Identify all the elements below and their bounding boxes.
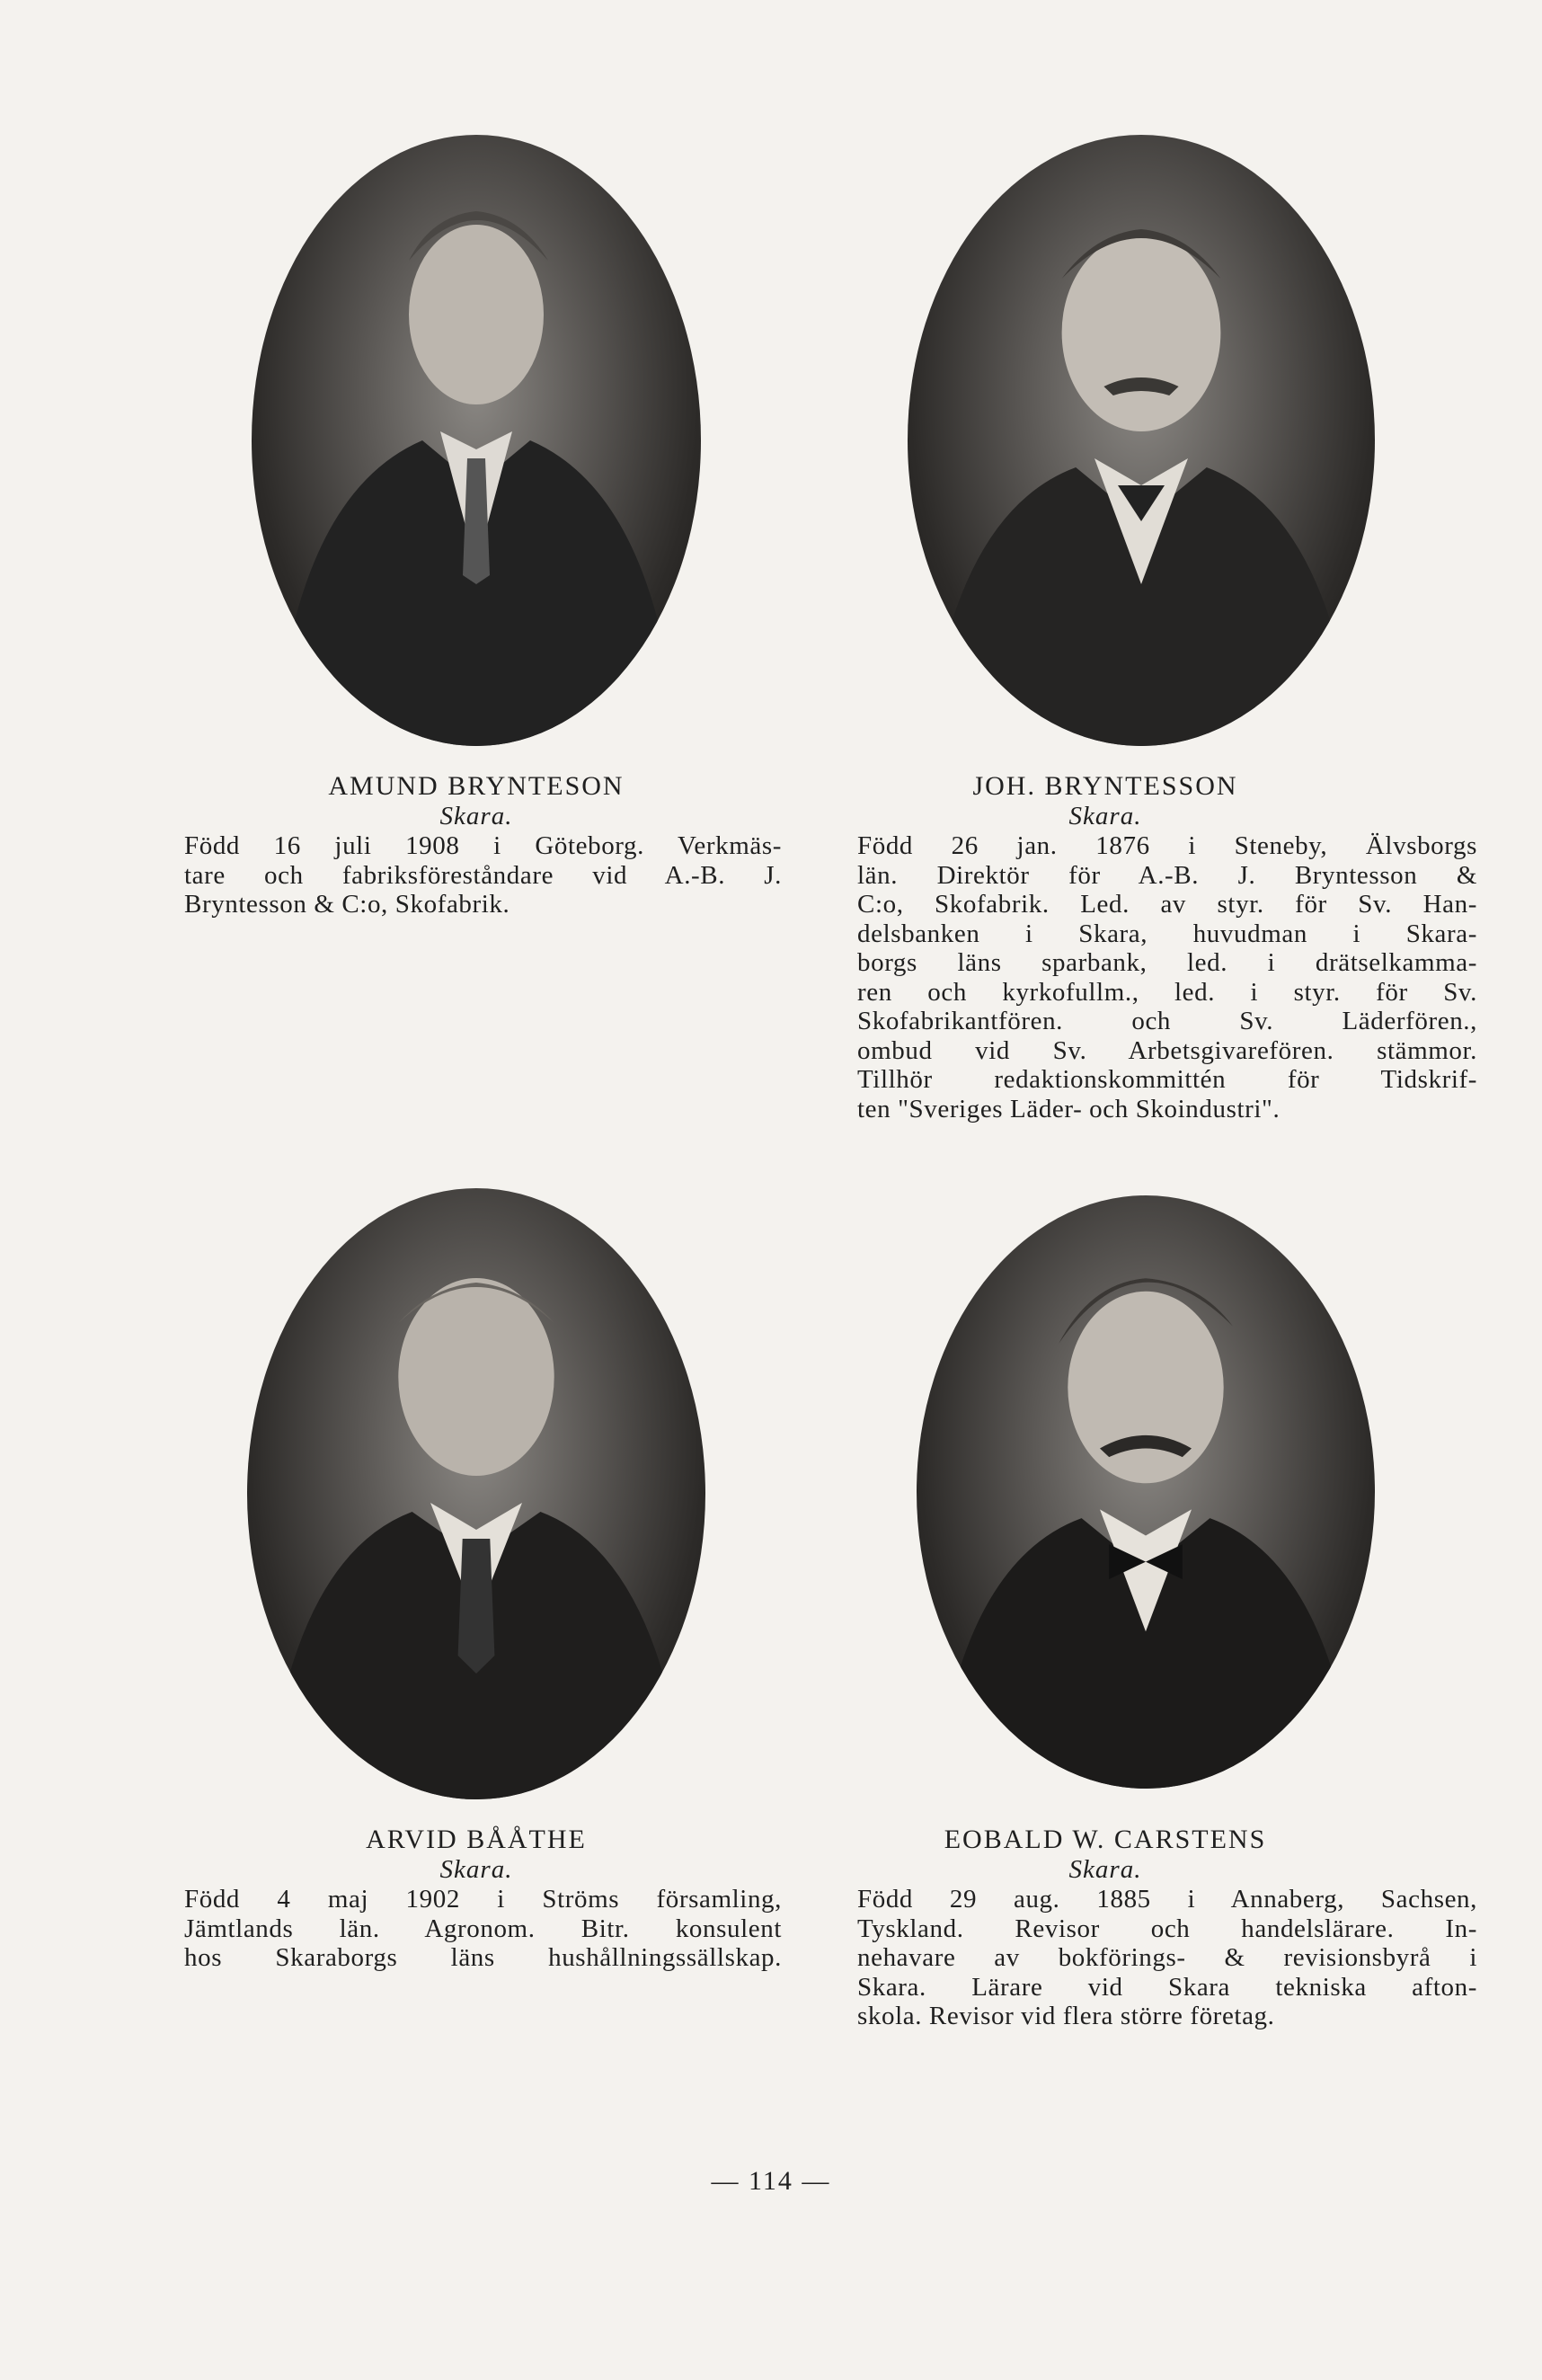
person-name: AMUND BRYNTESON [328, 771, 625, 801]
person-silhouette-icon [247, 1188, 705, 1799]
bio-line: Tyskland. Revisor och handelslärare. In- [857, 1914, 1477, 1943]
person-silhouette-icon [908, 135, 1375, 746]
bio-line: C:o, Skofabrik. Led. av styr. för Sv. Han- [857, 890, 1477, 919]
portrait-photo [247, 1188, 705, 1799]
portrait-photo [908, 135, 1375, 746]
person-silhouette-icon [252, 135, 701, 746]
person-place: Skara. [1068, 802, 1142, 830]
person-bio [184, 831, 782, 919]
person-bio [857, 1885, 1477, 2031]
person-name: EOBALD W. CARSTENS [944, 1825, 1267, 1854]
bio-line: skola. Revisor vid flera större företag. [857, 2002, 1275, 2030]
person-place: Skara. [439, 802, 513, 830]
portrait-photo [252, 135, 701, 746]
bio-line: hos Skaraborgs läns hushållningssällskap. [184, 1943, 782, 1972]
bio-line: Jämtlands län. Agronom. Bitr. konsulent [184, 1914, 782, 1943]
person-bio [857, 831, 1477, 1123]
person-place: Skara. [1068, 1855, 1142, 1884]
person-bio [184, 1885, 782, 1973]
portrait-photo [917, 1195, 1375, 1789]
bio-line: borgs läns sparbank, led. i drätselkamma- [857, 948, 1477, 977]
bio-line: delsbanken i Skara, huvudman i Skara- [857, 919, 1477, 948]
bio-line: Född 29 aug. 1885 i Annaberg, Sachsen, [857, 1885, 1477, 1914]
bio-line: tare och fabriksföreståndare vid A.-B. J. [184, 860, 782, 890]
bio-line: Skara. Lärare vid Skara tekniska afton- [857, 1972, 1477, 2002]
bio-line: ombud vid Sv. Arbetsgivarefören. stämmor. [857, 1035, 1477, 1065]
bio-line: nehavare av bokförings- & revisionsbyrå i [857, 1943, 1477, 1972]
person-place: Skara. [439, 1855, 513, 1884]
bio-line: Bryntesson & C:o, Skofabrik. [184, 890, 510, 919]
person-name: JOH. BRYNTESSON [972, 771, 1238, 801]
person-name: ARVID BÅÅTHE [366, 1825, 587, 1854]
bio-line: Tillhör redaktionskommittén för Tidskrif- [857, 1065, 1477, 1094]
bio-line: ten "Sveriges Läder- och Skoindustri". [857, 1094, 1281, 1123]
bio-line: Född 26 jan. 1876 i Steneby, Älvsborgs [857, 831, 1477, 860]
bio-line: Skofabrikantfören. och Sv. Läderfören., [857, 1007, 1477, 1035]
bio-line: län. Direktör för A.-B. J. Bryntesson & [857, 860, 1477, 890]
page-number: — 114 — [711, 2166, 831, 2196]
bio-line: Född 4 maj 1902 i Ströms församling, [184, 1885, 782, 1914]
person-silhouette-icon [917, 1195, 1375, 1789]
bio-line: Född 16 juli 1908 i Göteborg. Verkmäs- [184, 831, 782, 860]
bio-line: ren och kyrkofullm., led. i styr. för Sv. [857, 977, 1477, 1007]
